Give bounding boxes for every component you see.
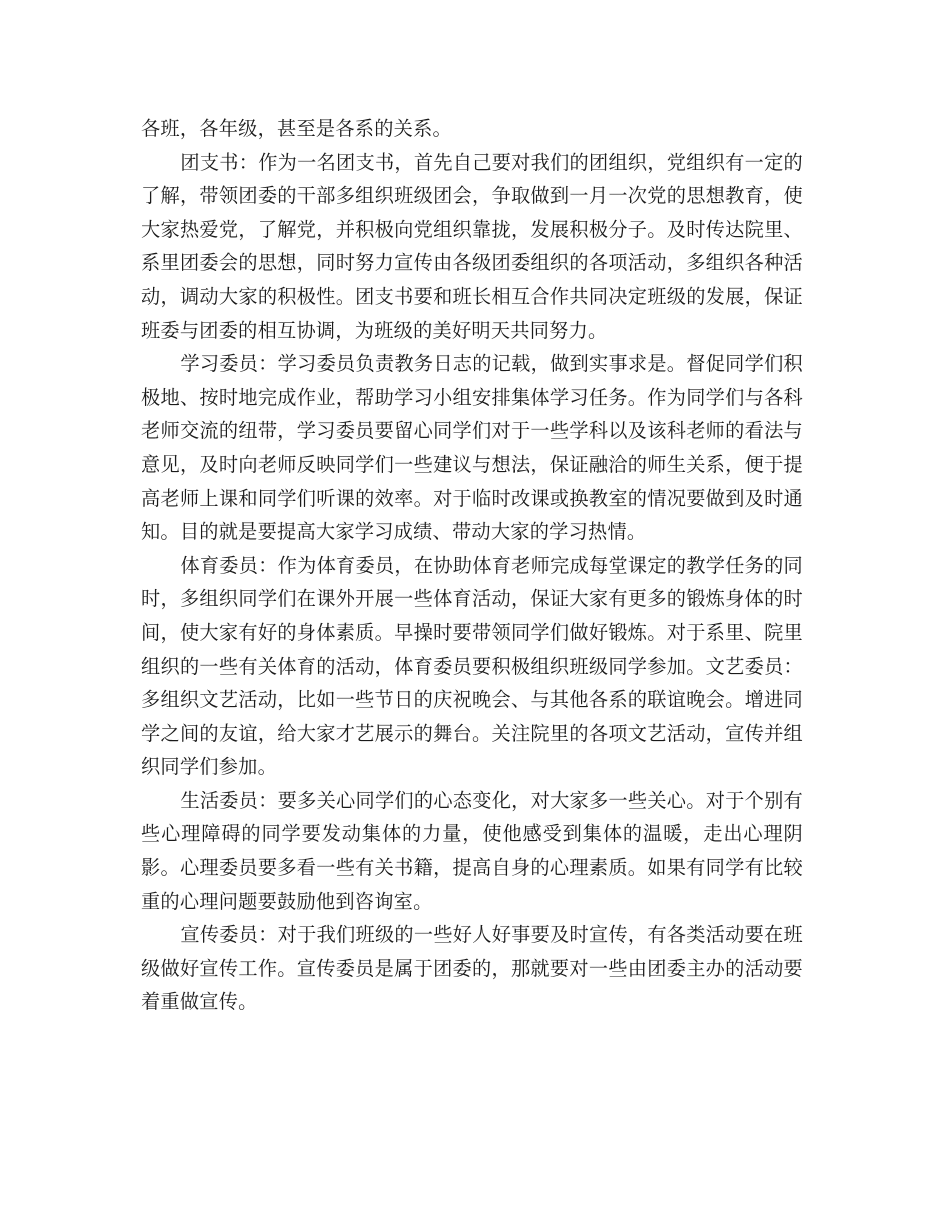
- paragraph-shenghuo-weiyuan: 生活委员：要多关心同学们的心态变化，对大家多一些关心。对于个别有些心理障碍的同学要发动集体的力量，使他感受到集体的温暖，走出心理阴影。心理委员要多看一些有关书籍，提高自身的心理素质。如果有同学有比较重的心理问题要鼓励他到咨询室。: [141, 788, 803, 913]
- document-body: [141, 112, 803, 1019]
- paragraph-continuation: 各班，各年级，甚至是各系的关系。: [141, 117, 452, 140]
- paragraph-xuanchuan-weiyuan: 宣传委员：对于我们班级的一些好人好事要及时宣传，有各类活动要在班级做好宣传工作。宣传委员是属于团委的，那就要对一些由团委主办的活动要着重做宣传。: [141, 923, 803, 1014]
- paragraph-tuanzhishu: 团支书：作为一名团支书，首先自己要对我们的团组织，党组织有一定的了解，带领团委的干部多组织班级团会，争取做到一月一次党的思想教育，使大家热爱党，了解党，并积极向党组织靠拢，发展积极分子。及时传达院里、系里团委会的思想，同时努力宣传由各级团委组织的各项活动，多组织各种活动，调动大家的积极性。团支书要和班长相互合作共同决定班级的发展，保证班委与团委的相互协调，为班级的美好明天共同努力。: [141, 150, 803, 342]
- paragraph-tiyu-weiyuan: 体育委员：作为体育委员，在协助体育老师完成每堂课定的教学任务的同时，多组织同学们在课外开展一些体育活动，保证大家有更多的锻炼身体的时间，使大家有好的身体素质。早操时要带领同学们做好锻炼。对于系里、院里组织的一些有关体育的活动，体育委员要积极组织班级同学参加。文艺委员：多组织文艺活动，比如一些节日的庆祝晚会、与其他各系的联谊晚会。增进同学之间的友谊，给大家才艺展示的舞台。关注院里的各项文艺活动，宣传并组织同学们参加。: [141, 553, 803, 779]
- paragraph-xuexi-weiyuan: 学习委员：学习委员负责教务日志的记载，做到实事求是。督促同学们积极地、按时地完成作业，帮助学习小组安排集体学习任务。作为同学们与各科老师交流的纽带，学习委员要留心同学们对于一些学科以及该科老师的看法与意见，及时向老师反映同学们一些建议与想法，保证融洽的师生关系，便于提高老师上课和同学们听课的效率。对于临时改课或换教室的情况要做到及时通知。目的就是要提高大家学习成绩、带动大家的学习热情。: [141, 352, 803, 544]
